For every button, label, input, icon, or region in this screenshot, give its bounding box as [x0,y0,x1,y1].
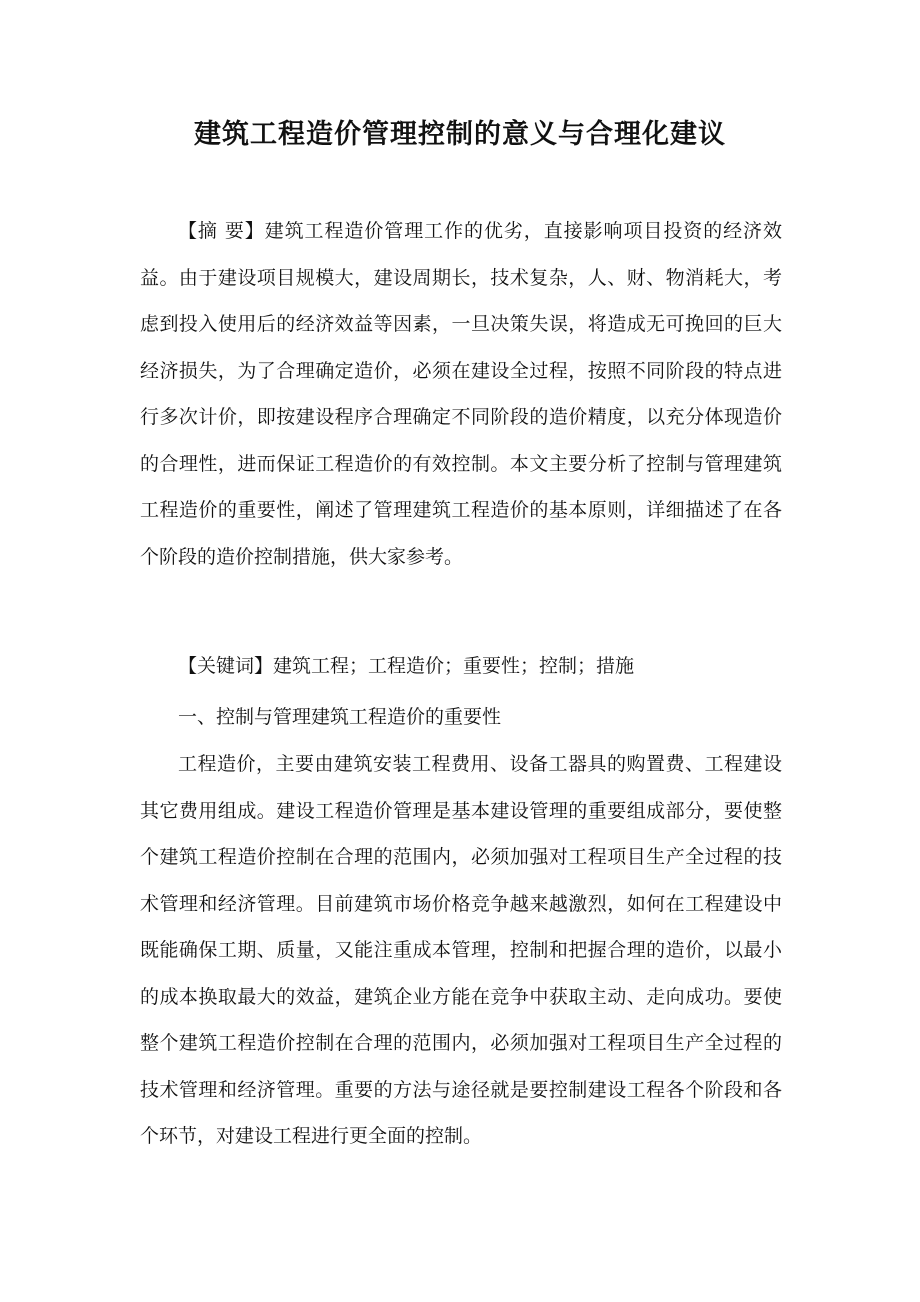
section-heading: 一、控制与管理建筑工程造价的重要性 [178,706,502,728]
keywords-paragraph: 【关键词】建筑工程；工程造价；重要性；控制；措施 [178,655,635,677]
abstract-paragraph: 【摘 要】建筑工程造价管理工作的优劣，直接影响项目投资的经济效益。由于建设项目规模大，建设周期长，技术复杂，人、财、物消耗大，考虑到投入使用后的经济效益等因素，一旦决策失误，将造成无可挽回的巨大经济损失，为了合理确定造价，必须在建设全过程，按照不同阶段的特点进行多次计价，即按建设程序合理确定不同阶段的造价精度，以充分体现造价的合理性，进而保证工程造价的有效控制。本文主要分析了控制与管理建筑工程造价的重要性，阐述了管理建筑工程造价的基本原则，详细描述了在各个阶段的造价控制措施，供大家参考。 [140,220,782,568]
document-title: 建筑工程造价管理控制的意义与合理化建议 [194,119,726,150]
section-body-paragraph: 工程造价，主要由建筑安装工程费用、设备工器具的购置费、工程建设其它费用组成。建设工程造价管理是基本建设管理的重要组成部分，要使整个建筑工程造价控制在合理的范围内，必须加强对工程项目生产全过程的技术管理和经济管理。目前建筑市场价格竞争越来越激烈，如何在工程建设中既能确保工期、质量，又能注重成本管理，控制和把握合理的造价，以最小的成本换取最大的效益，建筑企业方能在竞争中获取主动、走向成功。要使整个建筑工程造价控制在合理的范围内，必须加强对工程项目生产全过程的技术管理和经济管理。重要的方法与途径就是要控制建设工程各个阶段和各个环节，对建设工程进行更全面的控制。 [140,753,782,1147]
